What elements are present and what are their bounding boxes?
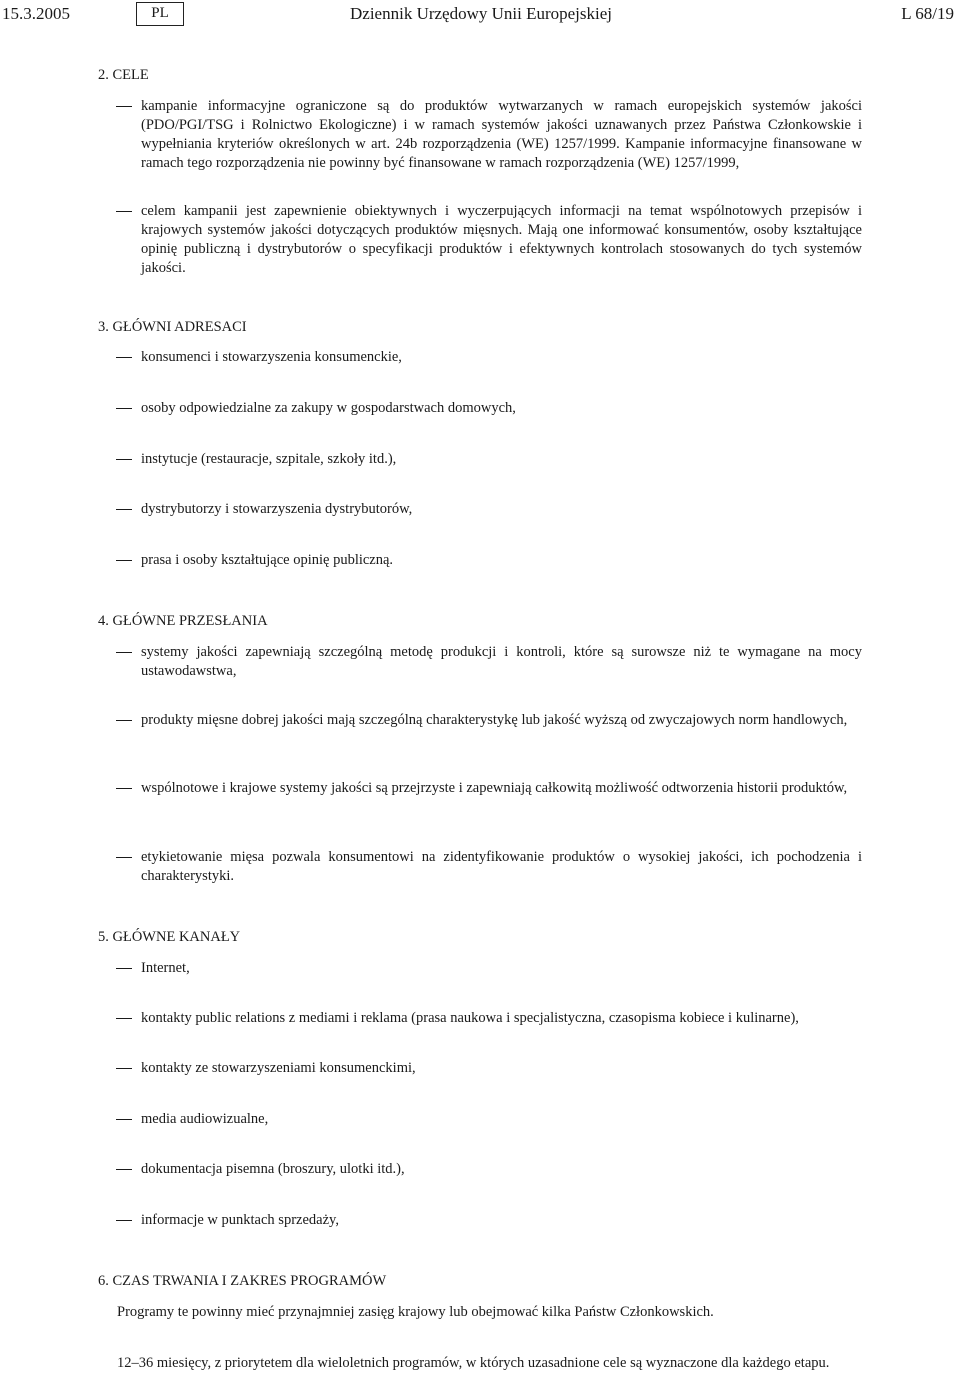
- language-badge: PL: [136, 2, 184, 26]
- list-item: dystrybutorzy i stowarzyszenia dystrybutorów,: [116, 500, 862, 519]
- list-item: etykietowanie mięsa pozwala konsumentowi na zidentyfikowanie produktów o wysokiej jakości, ich pochodzenia i charakterystyki.: [116, 848, 862, 886]
- list-item: konsumenci i stowarzyszenia konsumenckie,: [116, 348, 862, 367]
- list-item: prasa i osoby kształtujące opinię publiczną.: [116, 551, 862, 570]
- list-item: Internet,: [116, 959, 862, 978]
- dash-bullet: [116, 720, 132, 721]
- list-item: informacje w punktach sprzedaży,: [116, 1211, 862, 1230]
- dash-bullet: [116, 968, 132, 969]
- list-item: kontakty ze stowarzyszeniami konsumenckimi,: [116, 1059, 862, 1078]
- list-item: instytucje (restauracje, szpitale, szkoły itd.),: [116, 450, 862, 469]
- dash-bullet: [116, 857, 132, 858]
- dash-bullet: [116, 560, 132, 561]
- dash-bullet: [116, 459, 132, 460]
- section-title-przeslania: 4. GŁÓWNE PRZESŁANIA: [98, 613, 268, 629]
- list-item: produkty mięsne dobrej jakości mają szczególną charakterystykę lub jakość wyższą od zwyczajowych norm handlowych,: [116, 711, 862, 730]
- paragraph: 12–36 miesięcy, z priorytetem dla wieloletnich programów, w których uzasadnione cele są wyznaczone dla każdego etapu.: [117, 1355, 830, 1371]
- list-item: kampanie informacyjne ograniczone są do produktów wytwarzanych w ramach europejskich systemów jakości (PDO/PGI/TSG i Rolnictwo Ekologiczne) i w ramach systemów jakości uznawanych przez Państwa Członkowskie i wypełniania kryteriów określonych w art. 24b rozporządzenia (WE) 1257/1999. Kampanie informacyjne finansowane w ramach tego rozporządzenia nie powinny być finansowane w ramach rozporządzenia (WE) 1257/1999,: [116, 97, 862, 173]
- section-title-adresaci: 3. GŁÓWNI ADRESACI: [98, 319, 247, 335]
- paragraph: Programy te powinny mieć przynajmniej zasięg krajowy lub obejmować kilka Państw Członkowskich.: [117, 1304, 714, 1320]
- publication-date: 15.3.2005: [2, 4, 70, 23]
- list-item: celem kampanii jest zapewnienie obiektywnych i wyczerpujących informacji na temat wspólnotowych przepisów i krajowych systemów jakości dotyczących produktów mięsnych. Mają one informować konsumentów, osoby kształtujące opinię publiczną i dystrybutorów o specyfikacji produktów i efektywnych kontrolach stosowanych do tych systemów jakości.: [116, 202, 862, 278]
- dash-bullet: [116, 211, 132, 212]
- dash-bullet: [116, 1220, 132, 1221]
- list-item: kontakty public relations z mediami i reklama (prasa naukowa i specjalistyczna, czasopisma kobiece i kulinarne),: [116, 1009, 862, 1028]
- dash-bullet: [116, 509, 132, 510]
- list-item: wspólnotowe i krajowe systemy jakości są przejrzyste i zapewniają całkowitą możliwość odtworzenia historii produktów,: [116, 779, 862, 798]
- section-title-cele: 2. CELE: [98, 67, 149, 83]
- list-item: systemy jakości zapewniają szczególną metodę produkcji i kontroli, które są surowsze niż te wymagane na mocy ustawodawstwa,: [116, 643, 862, 681]
- dash-bullet: [116, 106, 132, 107]
- journal-title: Dziennik Urzędowy Unii Europejskiej: [350, 4, 613, 23]
- dash-bullet: [116, 357, 132, 358]
- dash-bullet: [116, 788, 132, 789]
- dash-bullet: [116, 652, 132, 653]
- page-header: [0, 2, 960, 28]
- list-item: media audiowizualne,: [116, 1110, 862, 1129]
- list-item: dokumentacja pisemna (broszury, ulotki itd.),: [116, 1160, 862, 1179]
- section-title-kanaly: 5. GŁÓWNE KANAŁY: [98, 929, 241, 945]
- dash-bullet: [116, 1169, 132, 1170]
- section-title-czas-trwania: 6. CZAS TRWANIA I ZAKRES PROGRAMÓW: [98, 1273, 387, 1289]
- dash-bullet: [116, 1068, 132, 1069]
- dash-bullet: [116, 1119, 132, 1120]
- list-item: osoby odpowiedzialne za zakupy w gospodarstwach domowych,: [116, 399, 862, 418]
- page-reference: L 68/19: [901, 4, 954, 23]
- dash-bullet: [116, 408, 132, 409]
- dash-bullet: [116, 1018, 132, 1019]
